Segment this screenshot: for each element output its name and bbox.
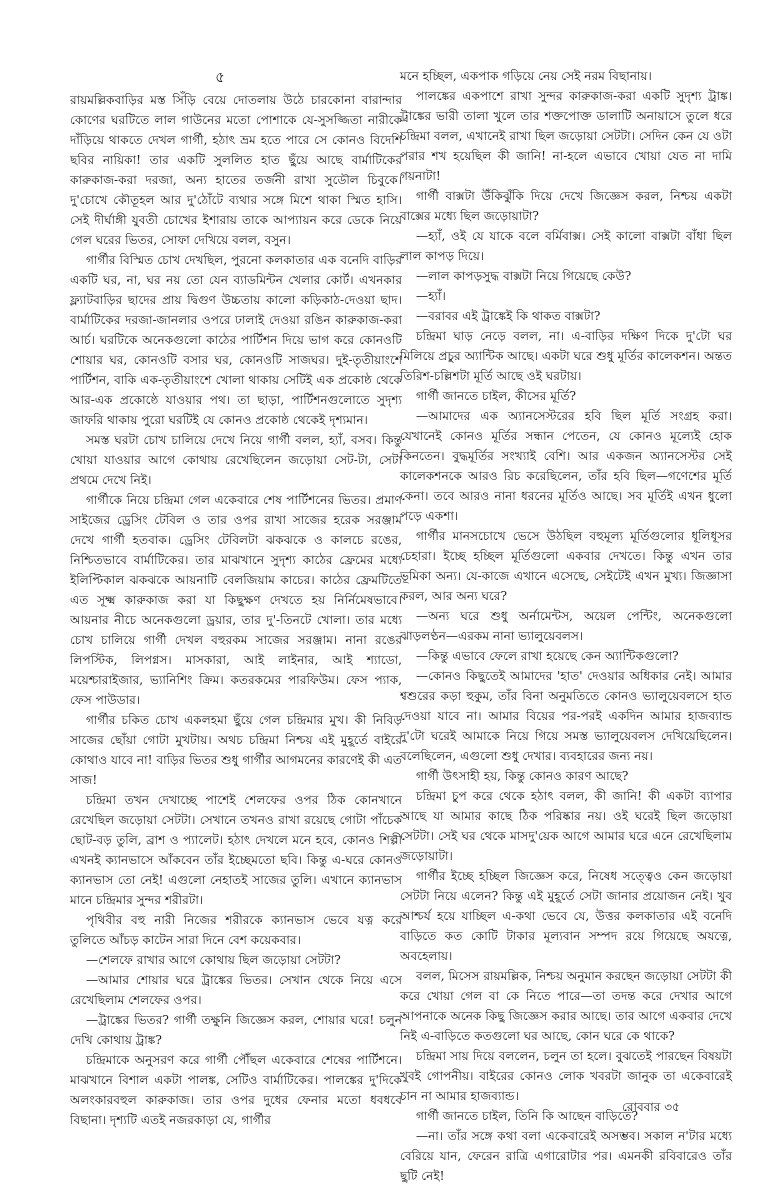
paragraph: —আমাদের এক অ্যানসেস্টরের হবি ছিল মূর্তি সংগ্রহ করা। যেখানেই কোনও মূর্তির সন্ধান পেতেন, যে কোনও মূল্যেই হোক কিনতেন। বুদ্ধমূর্তির সংখ্যাই বেশি। আর একজন অ্যানসেস্টর সেই কালেকশনকে আরও রিচ করেছিলেন, তাঁর হবি ছিল—গণেশের মূর্তি কেনা। তবে আরও নানা ধরনের মূর্তিও আছে। সব মূর্তিই এখন ধুলো পড়ে একশা। (400, 409, 732, 523)
paragraph: চন্দ্রিমা সায় দিয়ে বললেন, চলুন তা হলে। বুঝতেই পারছেন বিষয়টা খুবই গোপনীয়। বাইরের কোনও লোক খবরটা জানুক তা একেবারেই চান না আমার হাজব্যান্ড। (400, 1049, 732, 1103)
paragraph: পৃথিবীর বহু নারী নিজের শরীরকে ক্যানভাস ভেবে যত্ন করে তুলিতে আঁচড় কাটেন সারা দিনে বেশ কয়েকবার। (70, 913, 402, 947)
paragraph: পালঙ্কের একপাশে রাখা সুন্দর কারুকাজ-করা একটি সুদৃশ্য ট্রাঙ্ক। ট্রাঙ্কের ভারী তালা খুলে তার শক্তপোক্ত ডালাটি অনায়াসে তুলে ধরে চন্দ্রিমা বলল, এখানেই রাখা ছিল জড়োয়া সেটটা। সেদিন কেন যে ওটা পরার শখ হয়েছিল কী জানি! না-হলে এভাবে খোয়া যেত না দামি গয়নাটা! (400, 89, 732, 183)
paragraph: গার্গীর চকিত চোখ একলহমা ছুঁয়ে গেল চন্দ্রিমার মুখ। কী নিবিড় সাজের ছোঁয়া গোটা মুখটায়। অথচ চন্দ্রিমা নিশ্চয় এই মুহূর্তে বাইরে কোথাও যাবে না! বাড়ির ভিতর শুধু গার্গীর আগমনের কারণেই কী এত সাজ! (70, 713, 402, 787)
paragraph: মনে হচ্ছিল, একপাক গড়িয়ে নেয় সেই নরম বিছানায়। (400, 69, 652, 83)
paragraph: গার্গীর মানসচোখে ভেসে উঠছিল বহুমূল্য মূর্তিগুলোর ধূলিধূসর চেহারা। ইচ্ছে হচ্ছিল মূর্তিগুলো একবার দেখতে। কিন্তু এখন তার ভূমিকা অন্য। যে-কাজে এখানে এসেছে, সেইটেই এখন মুখ্য। জিজ্ঞাসা করল, আর অন্য ঘরে? (400, 529, 732, 603)
paragraph: —অন্য ঘরে শুধু অর্নামেন্টস, অয়েল পেন্টিং, অনেকগুলো ঝাড়লণ্ঠন—এরকম নানা ভ্যালুয়েবলস। (400, 609, 732, 643)
paragraph: —ট্রাঙ্কের ভিতর? গার্গী তক্ষুনি জিজ্ঞেস করল, শোয়ার ঘরে! চলুন দেখি কোথায় ট্রাঙ্ক? (70, 1013, 402, 1047)
paragraph: চন্দ্রিমা তখন দেখাচ্ছে পাশেই শেলফের ওপর ঠিক কোনখানে রেখেছিল জড়োয়া সেটটা। সেখানে তখনও রাখা রয়েছে গোটা পাঁচেক ছোট-বড় তুলি, ব্রাশ ও প্যালেট। হঠাৎ দেখলে মনে হবে, কোনও শিল্পী এখনই ক্যানভাসে আঁকবেন তাঁর ইচ্ছেমতো ছবি। কিন্তু এ-ঘরে কোনও ক্যানভাস তো নেই! এগুলো নেহাতই সাজের তুলি। এখানে ক্যানভাস মানে চন্দ্রিমার সুন্দর শরীরটা। (70, 793, 402, 907)
paragraph: —শেলফে রাখার আগে কোথায় ছিল জড়োয়া সেটটা? (86, 953, 341, 967)
chapter-number: ৫ (215, 68, 225, 86)
paragraph: —বরাবর এই ট্রাঙ্কেই কি থাকত বাক্সটা? (416, 309, 601, 323)
paragraph: চন্দ্রিমা ঘাড় নেড়ে বলল, না। এ-বাড়ির দক্ষিণ দিকে দু'টো ঘর মিলিয়ে প্রচুর অ্যান্টিক আছে। একটা ঘরে শুধু মূর্তির কালেকশন। অন্তত তিরিশ-চল্লিশটা মূর্তি আছে ওই ঘরটায়। (400, 329, 732, 383)
paragraph: সমস্ত ঘরটা চোখ চালিয়ে দেখে নিয়ে গার্গী বলল, হ্যাঁ, বসব। কিন্তু খোয়া যাওয়ার আগে কোথায় রেখেছিলেন জড়োয়া সেট-টা, সেটা প্রথমে দেখে নিই। (70, 433, 402, 487)
paragraph: চন্দ্রিমা চুপ করে থেকে হঠাৎ বলল, কী জানি! কী একটা ব্যাপার আছে যা আমার কাছে ঠিক পরিষ্কার নয়। ওই ঘরেই ছিল জড়োয়া সেটটা। সেই ঘর থেকে মাসদু'য়েক আগে আমার ঘরে এনে রেখেছিলাম জড়োয়াটা। (400, 789, 732, 863)
paragraph: গার্গী উৎসাহী হয়, কিন্তু কোনও কারণ আছে? (416, 769, 629, 783)
paragraph: —আমার শোয়ার ঘরে ট্রাঙ্কের ভিতর। সেখান থেকে নিয়ে এসে রেখেছিলাম শেলফের ওপর। (70, 973, 402, 1007)
paragraph: রায়মল্লিকবাড়ির মস্ত সিঁড়ি বেয়ে দোতলায় উঠে চারকোনা বারান্দার কোণের ঘরটিতে লাল গাউনের মতো পোশাকে যে-সুসজ্জিতা নারীকে দাঁড়িয়ে থাকতে দেখল গার্গী, হঠাৎ ভ্রম হতে পারে সে কোনও বিদেশি ছবির নায়িকা! তার একটি সুললিত হাত ছুঁয়ে আছে বার্মাটিকের কারুকাজ-করা দরজা, অন্য হাতের তর্জনী রাখা সুডৌল চিবুকে। দু'চোখে কৌতূহল আর দু'ঠোঁটে ব্যথার সঙ্গে মিশে থাকা স্মিত হাসি। সেই দীর্ঘাঙ্গী যুবতী চোখের ইশারায় তাকে আপ্যায়ন করে ডেকে নিয়ে গেল ঘরের ভিতর, সোফা দেখিয়ে বলল, বসুন। (70, 93, 402, 247)
paragraph: গার্গীর ইচ্ছে হচ্ছিল জিজ্ঞেস করে, নিষেধ সত্ত্বেও কেন জড়োয়া সেটটা নিয়ে এলেন? কিন্তু এই মুহূর্তে সেটা জানার প্রয়োজন নেই। খুব আশ্চর্য হয়ে যাচ্ছিল এ-কথা ভেবে যে, উত্তর কলকাতার এই বনেদি বাড়িতে কত কোটি টাকার মূল্যবান সম্পদ রয়ে গিয়েছে অযত্নে, অবহেলায়। (400, 869, 732, 963)
paragraph: —কিন্তু এভাবে ফেলে রাখা হয়েছে কেন অ্যান্টিকগুলো? (416, 649, 679, 663)
paragraph: —হ্যাঁ। (416, 289, 446, 303)
right-column (400, 66, 732, 1186)
paragraph: গার্গী বাক্সটা উঁকিঝুঁকি দিয়ে দেখে জিজ্ঞেস করল, নিশ্চয় একটা বাক্সের মধ্যে ছিল জড়োয়াটা? (400, 189, 732, 223)
paragraph: গার্গী জানতে চাইল, কীসের মূর্তি? (416, 389, 577, 403)
paragraph: চন্দ্রিমাকে অনুসরণ করে গার্গী পৌঁছল একেবারে শেষের পার্টিশনে। মাঝখানে বিশাল একটা পালঙ্ক, সেটিও বার্মাটিকের। পালঙ্কের দু'দিকে অলংকারবহুল কারুকাজ। তার ওপর দুধের ফেনার মতো ধবধবে বিছানা। দৃশ্যটি এতই নজরকাড়া যে, গার্গীর (70, 1053, 402, 1127)
page-footer: রোববার ৩৫ (622, 1100, 680, 1114)
paragraph: গার্গীকে নিয়ে চন্দ্রিমা গেল একেবারে শেষ পার্টিশনের ভিতর। প্রমাণ সাইজের ড্রেসিং টেবিল ও তার ওপর রাখা সাজের হরেক সরঞ্জাম দেখে গার্গী হতবাক। ড্রেসিং টেবিলটা ঝকঝকে ও কালচে রঙের, নিশ্চিতভাবে বার্মাটিকের। তার মাঝখানে সুদৃশ্য কাঠের ফ্রেমের মধ্যে ইলিপ্টিকাল ঝকঝকে আয়নাটি বেলজিয়াম কাচের। কাঠের ফ্রেমটিতে এত সূক্ষ্ম কারুকাজ করা যা কিছুক্ষণ দেখতে হয় নির্নিমেষভাবে। আয়নার নীচে অনেকগুলো ড্রয়ার, তার দু'-তিনটে খোলা। তার মধ্যে চোখ চালিয়ে গার্গী দেখল বহুরকম সাজের সরঞ্জাম। নানা রঙের লিপস্টিক, লিপগ্নস। মাসকারা, আই লাইনার, আই শ্যাডো, ময়েশ্চারাইজার, ভ্যানিশিং ক্রিম। কতরকমের পারফিউম। ফেস প্যাক, ফেস পাউডার। (70, 493, 402, 707)
paragraph: বলল, মিসেস রায়মল্লিক, নিশ্চয় অনুমান করছেন জড়োয়া সেটটা কী করে খোয়া গেল বা কে নিতে পারে—তা তদন্ত করে দেখার আগে আপনাকে অনেক কিছু জিজ্ঞেস করার আছে। তার আগে একবার দেখে নিই এ-বাড়িতে কতগুলো ঘর আছে, কোন ঘরে কে থাকে? (400, 969, 732, 1043)
paragraph: —হ্যাঁ, ওই যে যাকে বলে বর্মিবাক্স। সেই কালো বাক্সটা বাঁধা ছিল লাল কাপড় দিয়ে। (400, 229, 732, 263)
paragraph: —না। তাঁর সঙ্গে কথা বলা একেবারেই অসম্ভব। সকাল ন'টার মধ্যে বেরিয়ে যান, ফেরেন রাত্রি এগারোটার পর। এমনকী রবিবারেও তাঁর ছুটি নেই! (400, 1129, 732, 1183)
left-column (70, 90, 402, 1130)
paragraph: গার্গী জানতে চাইল, তিনি কি আছেন বাড়িতে? (416, 1109, 638, 1123)
paragraph: গার্গীর বিস্মিত চোখ দেখছিল, পুরনো কলকাতার এক বনেদি বাড়ির একটি ঘর, না, ঘর নয় তো যেন ব্যাডমিন্টন খেলার কোর্ট। এখনকার ফ্ল্যাটবাড়ির ছাদের প্রায় দ্বিগুণ উচ্চতায় কালো কড়িকাঠ-দেওয়া ছাদ। বার্মাটিকের দরজা-জানলার ওপরে ঢালাই দেওয়া রঙিন কারুকাজ-করা আর্চ। ঘরটিকে অনেকগুলো কাঠের পার্টিশন দিয়ে ভাগ করে কোনওটি শোয়ার ঘর, কোনওটি বসার ঘর, কোনওটি সাজঘর। দুই-তৃতীয়াংশে পার্টিশন, বাকি এক-তৃতীয়াংশে খোলা থাকায় সেটিই এক প্রকোষ্ঠ থেকে আর-এক প্রকোষ্ঠে যাওয়ার পথ। তা ছাড়া, পার্টিশনগুলোতে সুদৃশ্য জাফরি থাকায় পুরো ঘরটিই যে কোনও প্রকোষ্ঠ থেকেই দৃশ্যমান। (70, 253, 402, 427)
paragraph: —লাল কাপড়সুদ্ধ বাক্সটা নিয়ে গিয়েছে কেউ? (416, 269, 632, 283)
paragraph: —কোনও কিছুতেই আমাদের 'হাত' দেওয়ার অধিকার নেই। আমার শ্বশুরের কড়া হুকুম, তাঁর বিনা অনুমতিতে কোনও ভ্যালুয়েবলসে হাত দেওয়া যাবে না। আমার বিয়ের পর-পরই একদিন আমার হাজব্যান্ড দু'টো ঘরেই আমাকে নিয়ে গিয়ে সমস্ত ভ্যালুয়েবলস দেখিয়েছিলেন। বলেছিলেন, এগুলো শুধু দেখার। ব্যবহারের জন্য নয়। (400, 669, 732, 763)
